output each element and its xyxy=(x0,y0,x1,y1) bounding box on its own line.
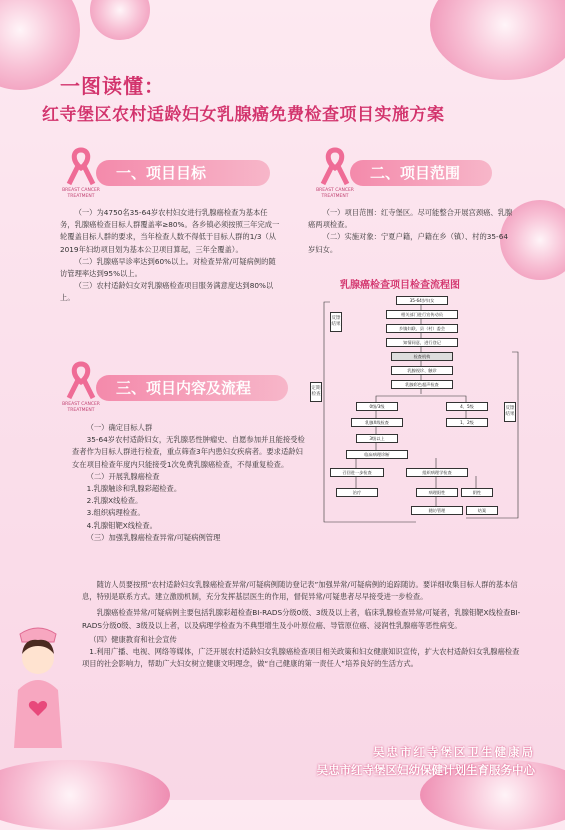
ribbon-caption: TREATMENT xyxy=(67,194,95,199)
organization-name: 吴忠市红寺堡区妇幼保健计划生育服务中心 xyxy=(316,763,535,777)
flow-side-label: 定期检查 xyxy=(310,382,322,402)
flow-box: 35-64岁妇女 xyxy=(396,296,448,305)
list-item: 2.乳腺X线检查。 xyxy=(86,496,143,506)
section-header-content: 三、项目内容及流程 xyxy=(96,375,288,401)
flow-box: 1、2级 xyxy=(446,418,488,427)
flow-box: 乳腺彩色超声检查 xyxy=(391,380,453,389)
subheading: （四）健康教育和社会宣传 xyxy=(89,634,177,644)
flower-decoration xyxy=(90,0,150,40)
flow-box: 检查机构 xyxy=(391,352,453,361)
flow-box: 4、5级 xyxy=(446,402,488,411)
flower-decoration xyxy=(0,760,170,830)
subheading: （三）加强乳腺癌检查异常/可疑病例管理 xyxy=(86,532,221,542)
list-item: 1.乳腺触诊和乳腺彩超检查。 xyxy=(86,484,182,494)
ribbon-caption: BREAST CANCER xyxy=(62,188,100,193)
paragraph: （二）乳腺癌早诊率达到60%以上。对检查异常/可疑病例的随访管理率达到95%以上。 xyxy=(60,256,276,279)
section-header-scope: 二、项目范围 xyxy=(350,160,492,186)
page-subtitle: 红寺堡区农村适龄妇女乳腺癌免费检查项目实施方案 xyxy=(42,105,445,125)
flow-box: 随访管理 xyxy=(411,506,463,515)
paragraph: 随访人员要按照“农村适龄妇女乳腺癌检查异常/可疑病例随访登记表”加强异常/可疑病例的追踪随访。要详细收集目标人群的基本信息，特别是联系方式。建立激励机制，充分发挥基层医生的作用，督促异常/可疑患者尽早接受进一步检查。 xyxy=(82,580,518,602)
pink-ribbon-icon xyxy=(318,146,352,186)
paragraph: （二）实施对象：宁夏户籍，户籍在乡（镇）、村的35-64岁妇女。 xyxy=(308,232,508,254)
paragraph: （一）为4750名35-64岁农村妇女进行乳腺癌检查为基本任务，乳腺癌检查目标人群覆盖率≥80%。各乡镇必须按照三年完成一轮覆盖目标人群的要求，当年检查人数不得低于目标人群的1/3（从2019年妇幼项目划为基本公卫项目算起，三年全覆盖）。 xyxy=(60,208,280,254)
paragraph: 乳腺癌检查异常/可疑病例主要包括乳腺彩超检查BI-RADS分级0级、3级及以上者，临床乳腺检查异常/可疑者，乳腺钼靶X线检查BI-RADS分级0级、3级及以上者，以及病理学检查为不典型增生及小叶原位癌、导管原位癌、浸润性乳腺癌等恶性病变。 xyxy=(82,608,521,630)
flow-side-label: 反馈结果 xyxy=(504,402,516,422)
ribbon-caption: TREATMENT xyxy=(321,194,349,199)
paragraph: （一）项目范围：红寺堡区。尽可能整合开展宫颈癌、乳腺癌两项检查。 xyxy=(308,208,513,230)
section-content-text xyxy=(72,422,308,544)
flow-box: 乡镇妇联、县（村）委会 xyxy=(386,324,458,333)
section-content-text-wide xyxy=(82,579,524,670)
flow-box: 知情同意，进行登记 xyxy=(386,338,458,347)
flow-box: 相关部门进行宣传动员 xyxy=(386,310,458,319)
flow-box: 治疗 xyxy=(336,488,378,497)
flow-box: 病理阳性 xyxy=(416,488,458,497)
list-item: 4.乳腺钼靶X线检查。 xyxy=(86,520,157,530)
page-title: 一图读懂： xyxy=(60,74,165,98)
ribbon-caption: TREATMENT xyxy=(67,408,95,413)
flow-box: 乳腺X线检查 xyxy=(351,418,403,427)
section-header-goals: 一、项目目标 xyxy=(96,160,270,186)
ribbon-caption: BREAST CANCER xyxy=(316,188,354,193)
nurse-illustration xyxy=(8,620,68,750)
paragraph: 35-64岁农村适龄妇女，无乳腺恶性肿瘤史、自愿参加并且能接受检查者作为目标人群进行检查，重点筛查3年内患妇女疾病者。要求适龄妇女在项目检查年度内只能接受1次免费乳腺癌检查，不得重复检查。 xyxy=(72,435,305,469)
pink-ribbon-icon xyxy=(64,146,98,186)
subheading: （一）确定目标人群 xyxy=(86,423,153,432)
flow-box: 乳腺视诊、触诊 xyxy=(391,366,453,375)
flow-box: 阴性 xyxy=(461,488,493,497)
flow-box: 结案 xyxy=(466,506,498,515)
organization-name: 吴忠市红寺堡区卫生健康局 xyxy=(373,745,535,759)
flow-box: 3级以上 xyxy=(356,434,398,443)
section-goals-text xyxy=(60,207,282,305)
list-item: 3.组织病理检查。 xyxy=(86,508,145,518)
subheading: （二）开展乳腺癌检查 xyxy=(86,471,160,481)
flow-box: 0级/3级 xyxy=(356,402,398,411)
pink-ribbon-icon xyxy=(64,360,98,400)
flower-decoration xyxy=(430,0,565,80)
flow-box: 召回进一步检查 xyxy=(330,468,384,477)
paragraph: 1.利用广播、电视、网络等媒体，广泛开展农村适龄妇女乳腺癌检查项目相关政策和妇女健康知识宣传，扩大农村适龄妇女乳腺癌检查项目的社会影响力，帮助广大妇女树立健康文明理念，做“自己健康的第一责任人”培养良好的生活方式。 xyxy=(82,647,520,669)
paragraph: （三）农村适龄妇女对乳腺癌检查项目服务满意度达到80%以上。 xyxy=(60,281,274,303)
flow-side-label: 反馈结果 xyxy=(330,312,342,332)
flow-box: 临床病理诊断 xyxy=(346,450,408,459)
flowchart xyxy=(311,292,526,532)
flow-box: 组织病理学检查 xyxy=(406,468,468,477)
section-scope-text xyxy=(308,207,514,256)
ribbon-caption: BREAST CANCER xyxy=(62,402,100,407)
flowchart-title: 乳腺癌检查项目检查流程图 xyxy=(340,280,460,291)
